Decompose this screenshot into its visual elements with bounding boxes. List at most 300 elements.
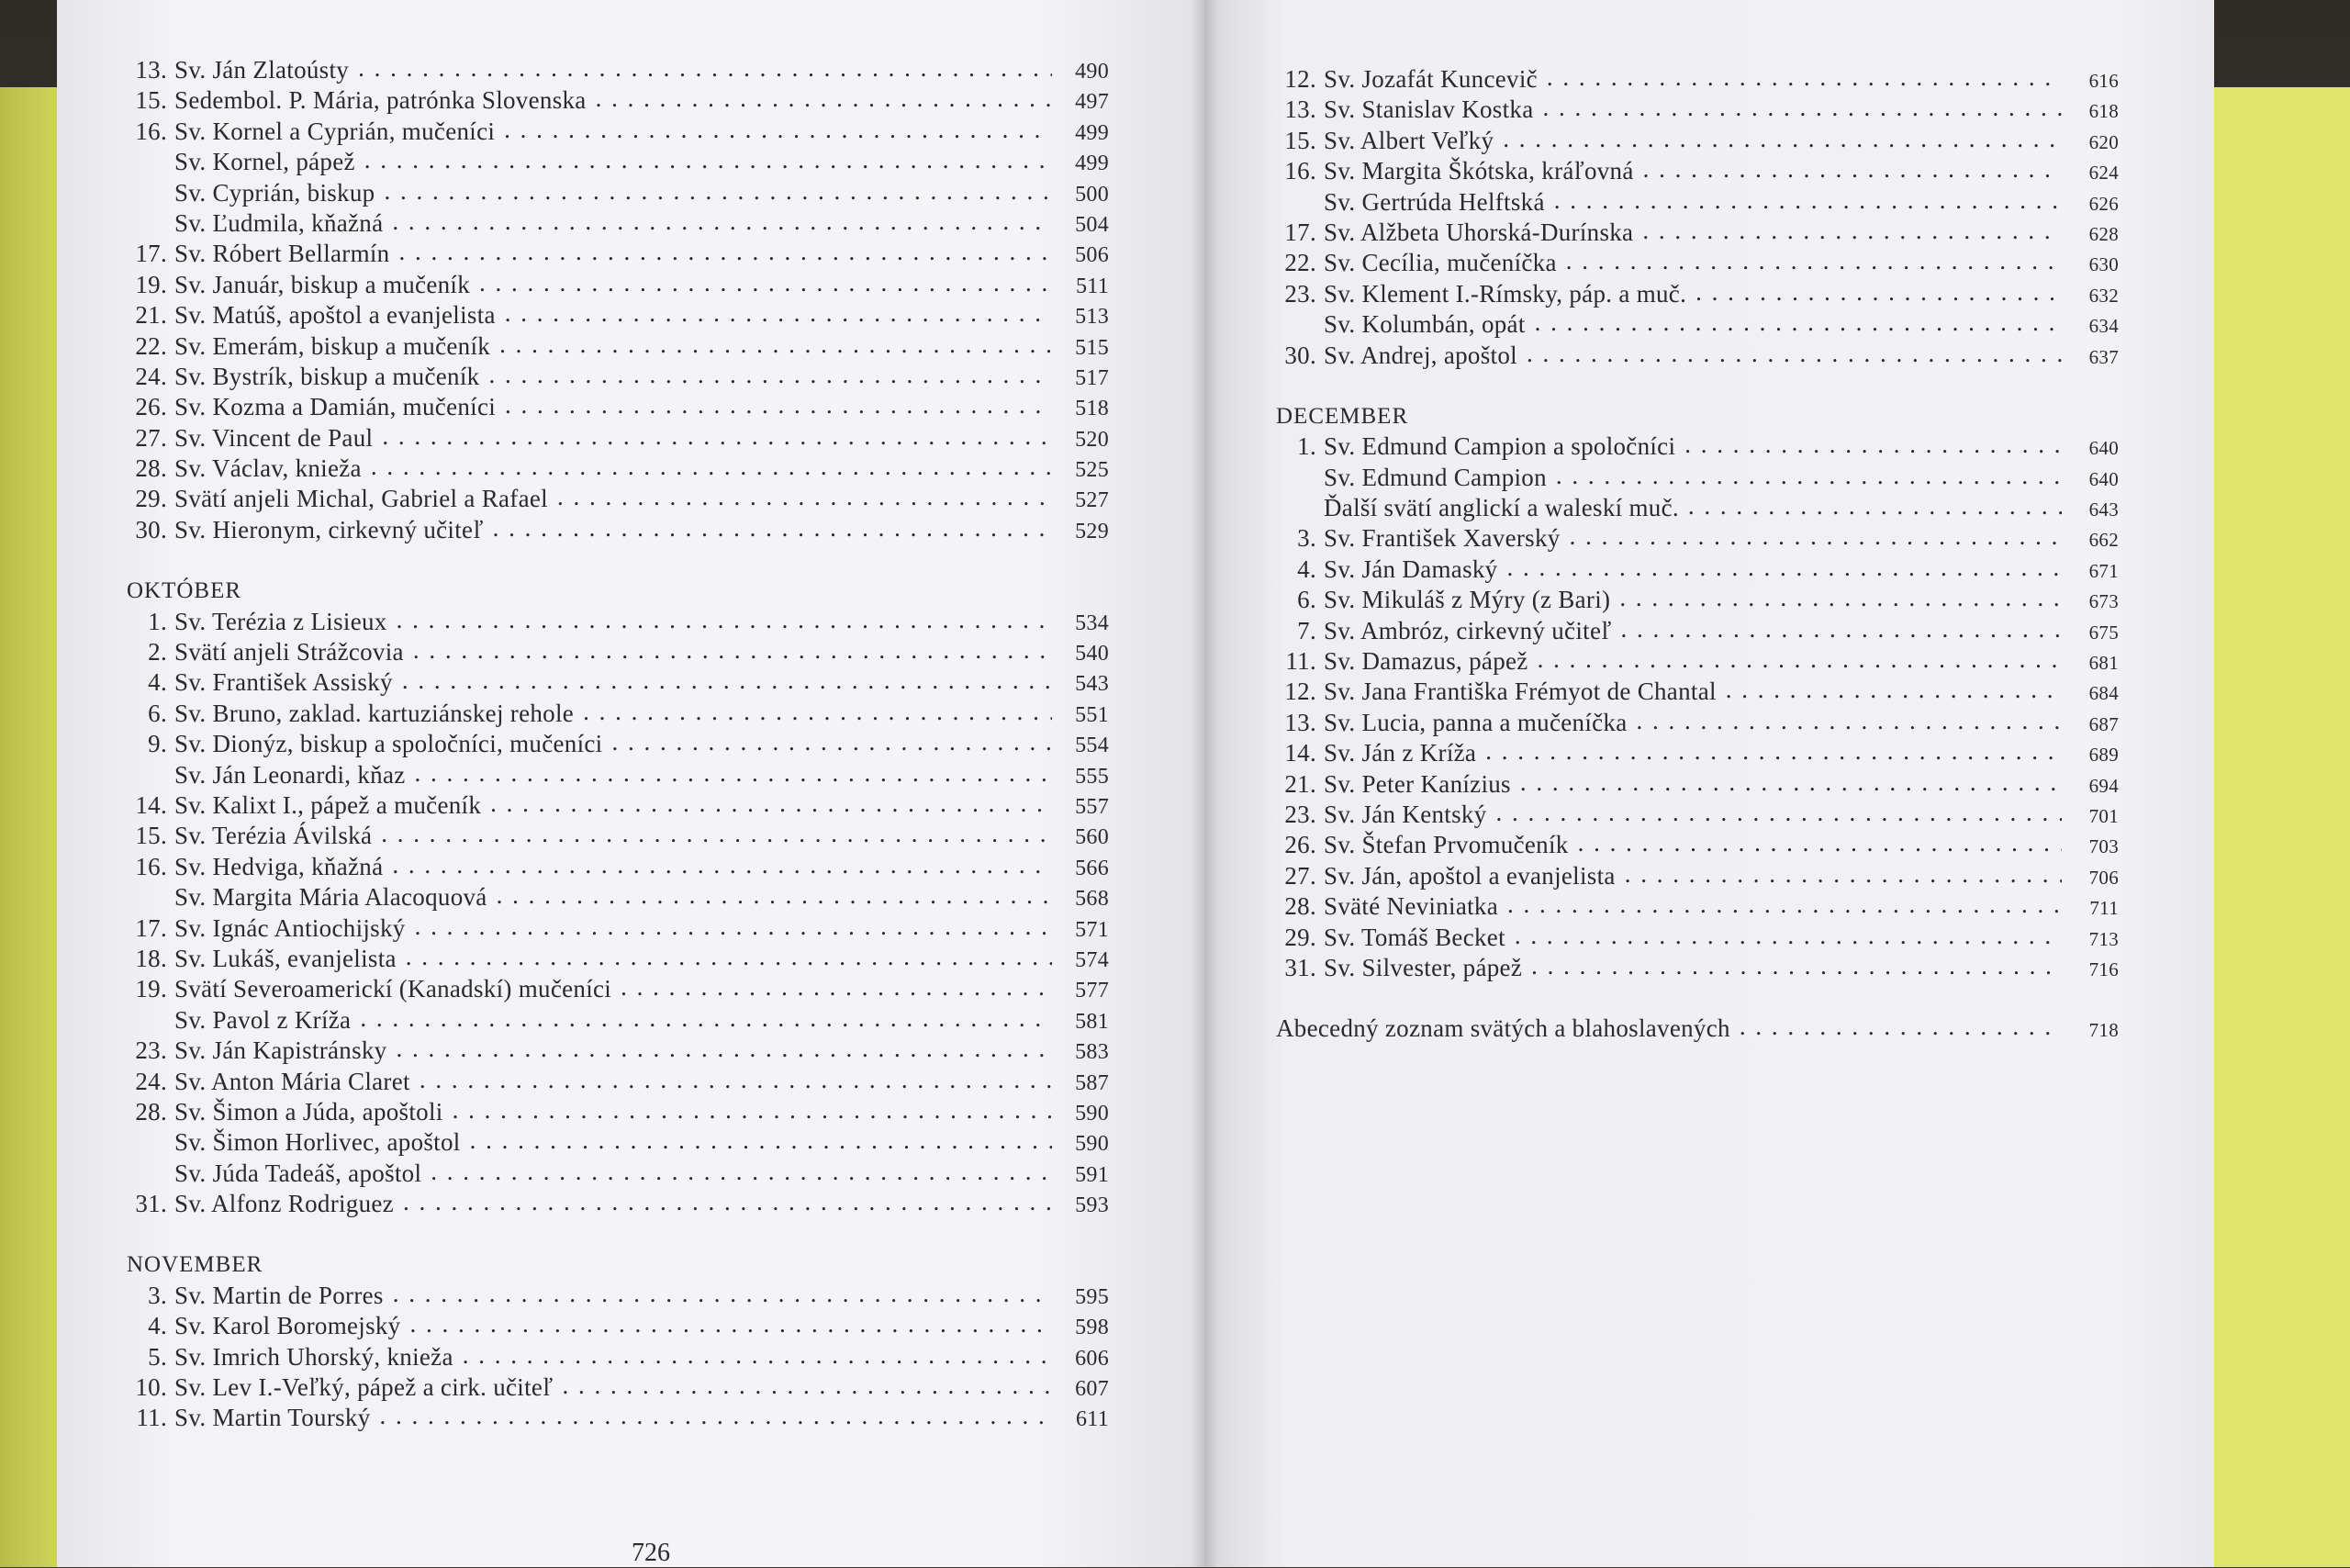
entry-name: Sv. Pavol z Kríža bbox=[174, 1005, 352, 1034]
toc-entry bbox=[127, 55, 1109, 85]
dot-leader bbox=[463, 1340, 1052, 1365]
entry-day: 24. bbox=[135, 1067, 167, 1095]
entry-name: Sv. Júda Tadeáš, apoštol bbox=[174, 1159, 422, 1187]
entry-day: 30. bbox=[135, 515, 167, 543]
entry-day: 21. bbox=[135, 301, 167, 330]
dot-leader bbox=[1619, 583, 2062, 608]
entry-name: Sv. Hieronym, cirkevný učiteľ bbox=[174, 515, 484, 543]
dot-leader bbox=[1506, 553, 2062, 577]
entry-page: 527 bbox=[1075, 488, 1109, 513]
dot-leader bbox=[479, 268, 1052, 293]
toc-entry bbox=[1276, 341, 2119, 371]
dot-leader bbox=[382, 421, 1052, 446]
toc-entry bbox=[127, 1097, 1109, 1127]
entry-page: 557 bbox=[1075, 794, 1109, 819]
entry-name: Sv. Jana Františka Frémyot de Chantal bbox=[1324, 678, 1717, 706]
page-number: 726 bbox=[632, 1539, 670, 1567]
entry-day: 4. bbox=[148, 668, 167, 697]
entry-page: 555 bbox=[1075, 764, 1109, 789]
dot-leader bbox=[1637, 706, 2062, 731]
entry-page: 590 bbox=[1075, 1132, 1109, 1157]
entry-day: 1. bbox=[148, 607, 167, 635]
entry-page: 640 bbox=[2088, 467, 2119, 490]
entry-page: 620 bbox=[2088, 130, 2119, 153]
entry-page: 525 bbox=[1075, 458, 1109, 483]
entry-day: 22. bbox=[135, 331, 167, 360]
dot-leader bbox=[470, 1126, 1052, 1150]
entry-page: 711 bbox=[2089, 897, 2119, 920]
entry-name: Sv. Lucia, panna a mučeníčka bbox=[1324, 708, 1628, 736]
dot-leader bbox=[358, 53, 1052, 78]
entry-name: Sv. Ján Zlatoústy bbox=[174, 56, 350, 84]
toc-entry bbox=[1276, 769, 2119, 800]
dot-leader bbox=[562, 1371, 1052, 1395]
entry-name: Sv. Kornel a Cyprián, mučeníci bbox=[174, 117, 496, 145]
toc-entry bbox=[127, 117, 1109, 147]
entry-day: 29. bbox=[1284, 923, 1316, 951]
toc-entry bbox=[127, 760, 1109, 790]
entry-page: 591 bbox=[1075, 1162, 1109, 1187]
november-entries bbox=[127, 1281, 1109, 1434]
dot-leader bbox=[1535, 308, 2062, 332]
left-table-of-contents bbox=[127, 55, 1109, 1434]
toc-entry bbox=[1276, 830, 2119, 860]
entry-name: Sv. Šimon a Júda, apoštoli bbox=[174, 1097, 443, 1126]
entry-day: 26. bbox=[135, 393, 167, 421]
entry-name: Sv. Václav, knieža bbox=[174, 454, 362, 483]
entry-day: 13. bbox=[1284, 95, 1316, 124]
toc-entry bbox=[127, 85, 1109, 116]
entry-name: Sv. Ľudmila, kňažná bbox=[174, 208, 384, 237]
entry-page: 551 bbox=[1075, 702, 1109, 727]
entry-name: Sv. František Xaverský bbox=[1324, 524, 1561, 553]
entry-page: 520 bbox=[1075, 427, 1109, 452]
toc-entry bbox=[127, 637, 1109, 667]
dot-leader bbox=[398, 237, 1052, 262]
entry-page: 713 bbox=[2088, 927, 2119, 950]
entry-name: Sv. Matúš, apoštol a evanjelista bbox=[174, 301, 496, 330]
toc-entry bbox=[1276, 891, 2119, 922]
dot-leader bbox=[1643, 154, 2062, 179]
entry-name: Sv. Róbert Bellarmín bbox=[174, 240, 390, 268]
toc-entry bbox=[127, 944, 1109, 974]
entry-name: Sv. Šimon Horlivec, apoštol bbox=[174, 1128, 461, 1157]
entry-name: Sv. Január, biskup a mučeník bbox=[174, 270, 471, 298]
entry-day: 27. bbox=[1284, 861, 1316, 890]
entry-name: Sv. Martin Tourský bbox=[174, 1404, 371, 1432]
dot-leader bbox=[1547, 62, 2062, 87]
toc-entry bbox=[127, 1159, 1109, 1189]
entry-name: Sväté Neviniatka bbox=[1324, 892, 1498, 921]
entry-name: Sv. Ján Damaský bbox=[1324, 554, 1498, 583]
entry-name: Sv. Ján, apoštol a evanjelista bbox=[1324, 861, 1616, 890]
toc-entry bbox=[127, 147, 1109, 177]
dot-leader bbox=[583, 697, 1052, 722]
dot-leader bbox=[1740, 1012, 2062, 1036]
entry-name: Sv. Imrich Uhorský, knieža bbox=[174, 1342, 453, 1371]
entry-day: 19. bbox=[135, 270, 167, 298]
toc-entry bbox=[1276, 431, 2119, 462]
entry-name: Sedembol. P. Mária, patrónka Slovenska bbox=[174, 86, 587, 115]
entry-day: 17. bbox=[135, 913, 167, 942]
entry-day: 30. bbox=[1284, 341, 1316, 369]
entry-page: 624 bbox=[2088, 162, 2119, 185]
entry-name: Sv. Hedviga, kňažná bbox=[174, 852, 384, 880]
dot-leader bbox=[420, 1065, 1052, 1090]
entry-day: 15. bbox=[135, 86, 167, 115]
entry-page: 662 bbox=[2088, 529, 2119, 552]
toc-entry bbox=[127, 454, 1109, 484]
toc-entry bbox=[1276, 523, 2119, 554]
dot-leader bbox=[504, 115, 1052, 140]
entry-day: 22. bbox=[1284, 249, 1316, 277]
entry-page: 628 bbox=[2088, 222, 2119, 245]
entry-name: Sv. Tomáš Becket bbox=[1324, 923, 1505, 951]
toc-entry bbox=[1276, 738, 2119, 768]
entry-name: Sv. Terézia Ávilská bbox=[174, 822, 373, 850]
entry-page: 500 bbox=[1075, 182, 1109, 207]
toc-entry bbox=[1276, 585, 2119, 615]
entry-day: 14. bbox=[135, 790, 167, 819]
entry-name: Sv. Terézia z Lisieux bbox=[174, 607, 387, 635]
entry-name: Sv. Kozma a Damián, mučeníci bbox=[174, 393, 497, 421]
dot-leader bbox=[1621, 614, 2063, 639]
dot-leader bbox=[381, 819, 1052, 844]
entry-day: 12. bbox=[1284, 678, 1316, 706]
entry-name: Sv. Klement I.-Rímsky, páp. a muč. bbox=[1324, 279, 1687, 308]
entry-day: 29. bbox=[135, 485, 167, 513]
september-entries bbox=[127, 55, 1109, 545]
entry-page: 499 bbox=[1075, 151, 1109, 176]
entry-day: 11. bbox=[1285, 647, 1316, 676]
toc-entry bbox=[127, 913, 1109, 944]
toc-entry bbox=[127, 1281, 1109, 1311]
entry-name: Sv. Kornel, pápež bbox=[174, 148, 355, 176]
entry-page: 630 bbox=[2088, 253, 2119, 276]
entry-day: 3. bbox=[1297, 524, 1316, 553]
entry-page: 673 bbox=[2088, 590, 2119, 613]
section-heading-october: OKTÓBER bbox=[127, 578, 242, 604]
dot-leader bbox=[364, 145, 1052, 170]
entry-day: 28. bbox=[1284, 892, 1316, 921]
dot-leader bbox=[493, 513, 1052, 538]
dot-leader bbox=[413, 635, 1052, 660]
entry-name: Sv. Ignác Antiochijský bbox=[174, 913, 406, 942]
toc-entry bbox=[1276, 309, 2119, 340]
entry-page: 689 bbox=[2088, 744, 2119, 767]
december-entries bbox=[1276, 431, 2119, 983]
entry-page: 529 bbox=[1075, 519, 1109, 543]
entry-page: 643 bbox=[2088, 498, 2119, 521]
entry-name: Sv. Emerám, biskup a mučeník bbox=[174, 331, 491, 360]
toc-entry bbox=[127, 362, 1109, 392]
entry-day: 24. bbox=[135, 362, 167, 390]
toc-entry bbox=[1276, 279, 2119, 309]
toc-entry bbox=[1276, 126, 2119, 156]
entry-page: 671 bbox=[2088, 559, 2119, 582]
entry-name: Sv. Peter Kanízius bbox=[1324, 769, 1511, 798]
toc-entry bbox=[1276, 156, 2119, 186]
entry-page: 511 bbox=[1075, 274, 1109, 298]
book-gutter bbox=[1190, 0, 1219, 1567]
entry-day: 3. bbox=[148, 1281, 167, 1309]
entry-day: 11. bbox=[136, 1404, 167, 1432]
dot-leader bbox=[490, 789, 1052, 813]
entry-day: 4. bbox=[1297, 554, 1316, 583]
dot-leader bbox=[1625, 859, 2062, 884]
toc-entry bbox=[1276, 95, 2119, 125]
dot-leader bbox=[1554, 185, 2062, 210]
dot-leader bbox=[384, 176, 1052, 201]
entry-page: 540 bbox=[1075, 642, 1109, 666]
toc-entry bbox=[127, 1372, 1109, 1403]
october-entries bbox=[127, 607, 1109, 1220]
toc-entry bbox=[1276, 187, 2119, 218]
dot-leader bbox=[1684, 430, 2062, 454]
entry-day: 19. bbox=[135, 975, 167, 1003]
dot-leader bbox=[505, 390, 1052, 415]
dot-leader bbox=[409, 1309, 1052, 1334]
entry-page: 518 bbox=[1075, 397, 1109, 421]
entry-name: Sv. Kolumbán, opát bbox=[1324, 310, 1526, 339]
entry-page: 490 bbox=[1075, 60, 1109, 84]
dot-leader bbox=[1578, 828, 2062, 853]
dot-leader bbox=[396, 1034, 1052, 1058]
entry-day: 15. bbox=[135, 822, 167, 850]
entry-page: 497 bbox=[1075, 90, 1109, 115]
dot-leader bbox=[488, 360, 1052, 385]
entry-name: Svätí anjeli Strážcovia bbox=[174, 638, 404, 666]
entry-name: Sv. Margita Škótska, kráľovná bbox=[1324, 157, 1634, 185]
entry-day: 21. bbox=[1284, 769, 1316, 798]
toc-entry bbox=[1276, 800, 2119, 830]
entry-page: 606 bbox=[1075, 1346, 1109, 1371]
entry-page: 616 bbox=[2088, 70, 2119, 92]
toc-entry bbox=[1276, 616, 2119, 646]
entry-day: 13. bbox=[1284, 708, 1316, 736]
toc-entry bbox=[1276, 463, 2119, 493]
dot-leader bbox=[415, 758, 1052, 783]
entry-page: 506 bbox=[1075, 243, 1109, 268]
entry-day: 2. bbox=[148, 638, 167, 666]
entry-name: Abecedný zoznam svätých a blahoslavených bbox=[1276, 1014, 1730, 1043]
toc-entry bbox=[127, 852, 1109, 882]
dot-leader bbox=[380, 1401, 1052, 1426]
entry-page: 694 bbox=[2088, 774, 2119, 797]
entry-day: 6. bbox=[148, 699, 167, 727]
entry-name: Sv. Edmund Campion bbox=[1324, 463, 1547, 491]
dot-leader bbox=[360, 1003, 1052, 1028]
entry-page: 716 bbox=[2088, 958, 2119, 980]
dot-leader bbox=[1527, 339, 2062, 364]
entry-page: 577 bbox=[1075, 979, 1109, 1003]
entry-day: 16. bbox=[135, 117, 167, 145]
entry-day: 13. bbox=[135, 56, 167, 84]
dot-leader bbox=[431, 1157, 1052, 1182]
toc-entry bbox=[127, 392, 1109, 422]
entry-page: 590 bbox=[1075, 1101, 1109, 1126]
toc-entry bbox=[127, 1036, 1109, 1066]
toc-entry bbox=[1276, 646, 2119, 677]
dot-leader bbox=[406, 942, 1052, 967]
toc-entry bbox=[127, 1403, 1109, 1433]
entry-page: 574 bbox=[1075, 947, 1109, 972]
entry-name: Sv. Lev I.-Veľký, pápež a cirk. učiteľ bbox=[174, 1373, 554, 1402]
toc-entry bbox=[127, 1342, 1109, 1372]
right-table-of-contents bbox=[1276, 64, 2119, 1045]
entry-page: 687 bbox=[2088, 712, 2119, 735]
toc-entry bbox=[1276, 64, 2119, 95]
entry-day: 7. bbox=[1297, 616, 1316, 644]
toc-entry bbox=[1276, 708, 2119, 738]
entry-day: 16. bbox=[1284, 157, 1316, 185]
entry-name: Sv. František Assiský bbox=[174, 668, 393, 697]
entry-day: 28. bbox=[135, 1097, 167, 1126]
entry-page: 581 bbox=[1075, 1009, 1109, 1034]
entry-page: 626 bbox=[2088, 192, 2119, 215]
toc-entry bbox=[127, 667, 1109, 698]
entry-page: 513 bbox=[1075, 305, 1109, 330]
entry-name: Sv. Vincent de Paul bbox=[174, 423, 374, 452]
toc-entry bbox=[127, 484, 1109, 514]
entry-page: 640 bbox=[2088, 437, 2119, 460]
toc-entry bbox=[1276, 923, 2119, 953]
entry-name: Sv. Edmund Campion a spoločníci bbox=[1324, 432, 1676, 461]
entry-name: Sv. Albert Veľký bbox=[1324, 126, 1494, 154]
toc-entry bbox=[127, 607, 1109, 637]
index-entry bbox=[1276, 1014, 2119, 1044]
toc-entry bbox=[1276, 677, 2119, 707]
toc-entry bbox=[1276, 493, 2119, 523]
entry-page: 684 bbox=[2088, 682, 2119, 705]
dot-leader bbox=[403, 1187, 1052, 1212]
entry-page: 632 bbox=[2088, 284, 2119, 307]
dot-leader bbox=[1507, 890, 2062, 914]
entry-page: 611 bbox=[1075, 1407, 1109, 1432]
toc-entry bbox=[1276, 953, 2119, 983]
entry-name: Sv. Bystrík, biskup a mučeník bbox=[174, 362, 480, 390]
toc-entry bbox=[127, 423, 1109, 454]
toc-entry bbox=[127, 1311, 1109, 1341]
dot-leader bbox=[1570, 521, 2062, 546]
section-heading-december: DECEMBER bbox=[1276, 403, 1409, 429]
dot-leader bbox=[453, 1095, 1052, 1120]
entry-page: 706 bbox=[2088, 866, 2119, 889]
toc-entry bbox=[127, 178, 1109, 208]
entry-name: Sv. Damazus, pápež bbox=[1324, 647, 1528, 676]
entry-page: 598 bbox=[1075, 1316, 1109, 1340]
toc-entry bbox=[127, 1067, 1109, 1097]
toc-entry bbox=[1276, 861, 2119, 891]
entry-name: Sv. Alžbeta Uhorská-Durínska bbox=[1324, 218, 1634, 246]
toc-entry bbox=[127, 331, 1109, 362]
entry-name: Sv. Karol Boromejský bbox=[174, 1312, 401, 1340]
entry-name: Sv. Martin de Porres bbox=[174, 1281, 384, 1309]
november-entries-continued bbox=[1276, 64, 2119, 371]
dot-leader bbox=[1556, 461, 2062, 486]
entry-page: 517 bbox=[1075, 365, 1109, 390]
toc-entry bbox=[127, 515, 1109, 545]
dot-leader bbox=[371, 452, 1052, 476]
entry-day: 12. bbox=[1284, 65, 1316, 93]
dot-leader bbox=[1566, 246, 2062, 271]
entry-page: 499 bbox=[1075, 120, 1109, 145]
entry-name: Sv. Cecília, mučeníčka bbox=[1324, 249, 1557, 277]
entry-name: Sv. Margita Mária Alacoquová bbox=[174, 883, 487, 912]
section-heading-november: NOVEMBER bbox=[127, 1252, 263, 1278]
dot-leader bbox=[1726, 675, 2062, 700]
dot-leader bbox=[596, 84, 1052, 108]
dot-leader bbox=[393, 1279, 1052, 1304]
entry-page: 607 bbox=[1075, 1377, 1109, 1402]
toc-entry bbox=[127, 729, 1109, 759]
toc-entry bbox=[127, 239, 1109, 269]
dot-leader bbox=[415, 912, 1052, 936]
entry-page: 703 bbox=[2088, 835, 2119, 858]
dot-leader bbox=[1543, 93, 2063, 118]
entry-day: 9. bbox=[148, 730, 167, 758]
entry-name: Sv. Cyprián, biskup bbox=[174, 178, 375, 207]
toc-entry bbox=[127, 208, 1109, 239]
entry-name: Sv. Jozafát Kuncevič bbox=[1324, 65, 1538, 93]
entry-name: Ďalší svätí anglickí a waleskí muč. bbox=[1324, 494, 1679, 522]
dot-leader bbox=[1688, 491, 2062, 516]
toc-entry bbox=[127, 1189, 1109, 1219]
toc-entry bbox=[1276, 218, 2119, 248]
entry-day: 23. bbox=[1284, 800, 1316, 828]
entry-page: 593 bbox=[1075, 1193, 1109, 1218]
dot-leader bbox=[1515, 921, 2062, 946]
dot-leader bbox=[1485, 736, 2062, 761]
toc-entry bbox=[127, 882, 1109, 913]
entry-name: Sv. Anton Mária Claret bbox=[174, 1067, 410, 1095]
entry-page: 534 bbox=[1075, 610, 1109, 635]
entry-day: 14. bbox=[1284, 739, 1316, 767]
entry-page: 701 bbox=[2088, 804, 2119, 827]
dot-leader bbox=[499, 330, 1052, 354]
toc-entry bbox=[127, 821, 1109, 851]
entry-name: Sv. Gertrúda Helftská bbox=[1324, 187, 1545, 216]
entry-page: 637 bbox=[2088, 345, 2119, 368]
entry-name: Sv. Mikuláš z Mýry (z Bari) bbox=[1324, 586, 1611, 614]
dot-leader bbox=[505, 298, 1052, 323]
entry-page: 543 bbox=[1075, 672, 1109, 697]
dot-leader bbox=[392, 207, 1052, 231]
entry-day: 17. bbox=[135, 240, 167, 268]
entry-name: Sv. Ján Leonardi, kňaz bbox=[174, 760, 406, 789]
toc-entry bbox=[127, 699, 1109, 729]
toc-entry bbox=[1276, 554, 2119, 585]
entry-name: Sv. Ján Kentský bbox=[1324, 800, 1487, 828]
entry-name: Sv. Kalixt I., pápež a mučeník bbox=[174, 790, 482, 819]
toc-entry bbox=[127, 270, 1109, 300]
dot-leader bbox=[1642, 216, 2062, 241]
entry-name: Sv. Andrej, apoštol bbox=[1324, 341, 1517, 369]
dot-leader bbox=[397, 605, 1052, 630]
entry-page: 718 bbox=[2088, 1019, 2119, 1042]
dot-leader bbox=[1503, 124, 2062, 149]
entry-name: Sv. Alfonz Rodriguez bbox=[174, 1190, 394, 1218]
entry-day: 31. bbox=[135, 1190, 167, 1218]
entry-name: Sv. Ján z Kríža bbox=[1324, 739, 1477, 767]
entry-page: 675 bbox=[2088, 621, 2119, 644]
entry-day: 16. bbox=[135, 852, 167, 880]
entry-name: Svätí anjeli Michal, Gabriel a Rafael bbox=[174, 485, 548, 513]
dot-leader bbox=[621, 972, 1052, 997]
entry-day: 18. bbox=[135, 944, 167, 972]
entry-day: 5. bbox=[148, 1342, 167, 1371]
entry-page: 681 bbox=[2088, 652, 2119, 675]
